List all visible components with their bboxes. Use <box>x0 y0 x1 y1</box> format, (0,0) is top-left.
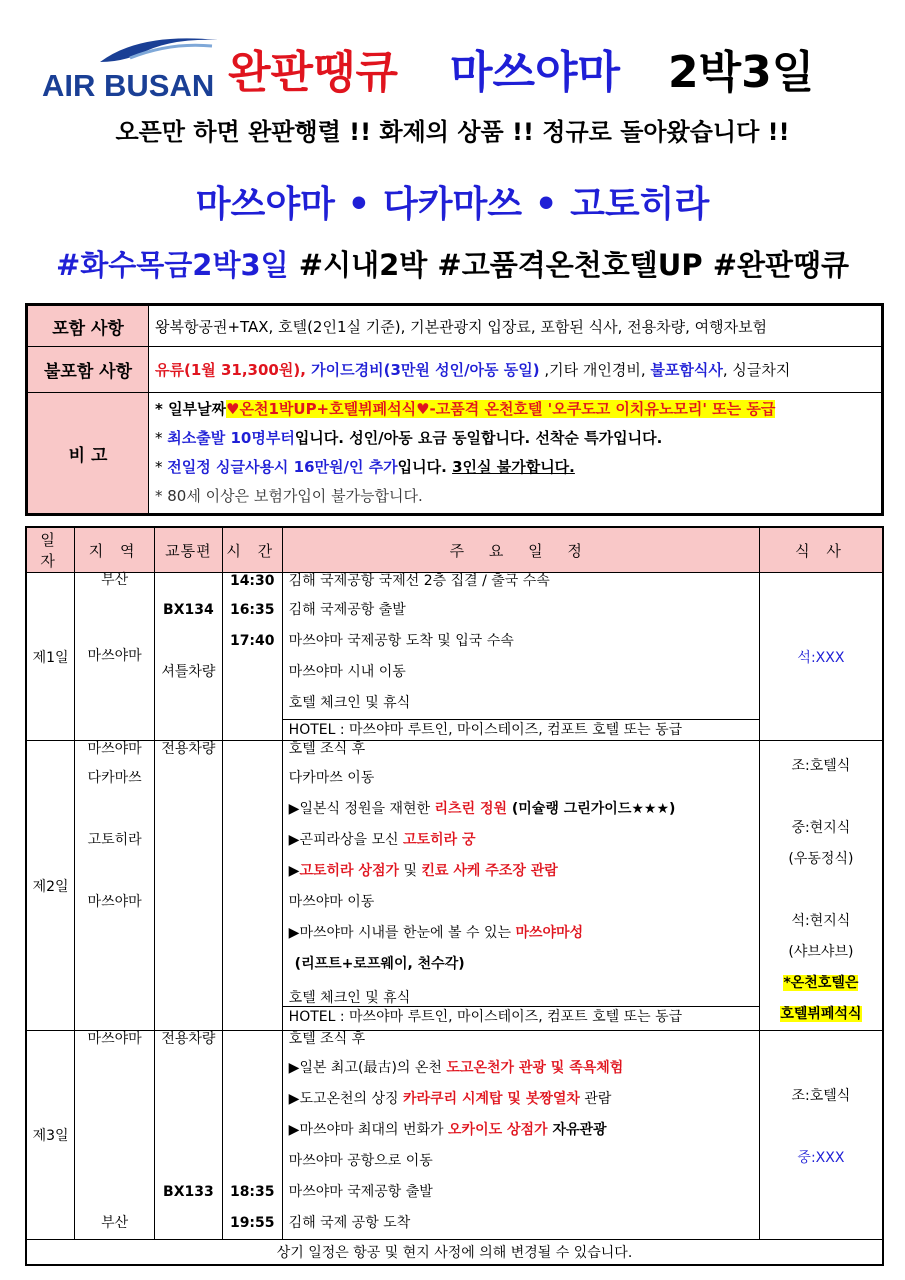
title-red: 완판땡큐 <box>228 47 399 98</box>
day2-label: 제2일 <box>26 741 75 1031</box>
hashtags <box>0 243 905 284</box>
day2-meals: 조:호텔식 중:현지식 (우동정식) 석:현지식 (샤브샤브) *온천호텔은 호텔뷔페석식 <box>759 741 883 1031</box>
day3-transport: 전용차량 BX133 <box>154 1031 222 1240</box>
note-4: * 80세 이상은 보험가입이 불가능합니다. <box>155 487 423 505</box>
header-meals: 식 사 <box>759 527 883 573</box>
day2-row <box>26 741 883 1031</box>
day3-meals: 조:호텔식 중:XXX <box>759 1031 883 1240</box>
wing-icon <box>100 32 220 72</box>
header-date: 일 자 <box>26 527 75 573</box>
included-text: 왕복항공권+TAX, 호텔(2인1실 기준), 기본관광지 입장료, 포함된 식사, 전용차량, 여행자보험 <box>149 305 883 347</box>
day3-times: 18:35 19:55 <box>222 1031 282 1240</box>
day2-transport: 전용차량 <box>154 741 222 1031</box>
day1-meal: 석:XXX <box>759 573 883 741</box>
title-blue: 마쓰야마 <box>450 47 621 98</box>
footer-row <box>26 1240 883 1266</box>
notes-cell <box>149 393 883 515</box>
footer-note: 상기 일정은 항공 및 현지 사정에 의해 변경될 수 있습니다. <box>26 1240 883 1266</box>
excluded-label: 불포함 사항 <box>27 347 149 393</box>
header-time: 시 간 <box>222 527 282 573</box>
logo-text: AIR BUSAN <box>42 68 215 103</box>
notes-label: 비 고 <box>27 393 149 515</box>
day1-transport: BX134 셔틀차량 <box>154 573 222 741</box>
schedule-table <box>25 526 884 1266</box>
day3-label: 제3일 <box>26 1031 75 1240</box>
note-1: * 일부날짜♥온천1박UP+호텔뷔페석식♥-고품격 온천호텔 '오쿠도고 이치유노모리' 또는 동급 <box>155 400 776 418</box>
note-3: * 전일정 싱글사용시 16만원/인 추가입니다. 3인실 불가합니다. <box>155 458 575 476</box>
day1-label: 제1일 <box>26 573 75 741</box>
excluded-text: 유류(1월 31,300원), 가이드경비(3만원 성인/아동 동일) ,기타 개인경비, 불포함식사, 싱글차지 <box>149 347 883 393</box>
day1-itinerary: 김해 국제공항 국제선 2층 집결 / 출국 수속 김해 국제공항 출발 마쓰야마 국제공항 도착 및 입국 수속 마쓰야마 시내 이동 호텔 체크인 및 휴식 HOTEL : 마쓰야마 루트인, 마이스테이즈, 컴포트 호텔 또는 동급 <box>282 573 759 741</box>
header-itinerary: 주 요 일 정 <box>282 527 759 573</box>
day3-region: 마쓰야마 부산 <box>75 1031 155 1240</box>
day2-hotel: HOTEL : 마쓰야마 루트인, 마이스테이즈, 컴포트 호텔 또는 동급 <box>283 1006 759 1027</box>
title-row <box>40 22 880 102</box>
subtitle: 오픈만 하면 완판행렬 !! 화제의 상품 !! 정규로 돌아왔습니다 !! <box>115 118 790 146</box>
header-region: 지 역 <box>75 527 155 573</box>
day2-itinerary: 호텔 조식 후 다카마쓰 이동 ▶일본식 정원을 재현한 리츠린 정원 (미슐랭 그린가이드★★★) ▶곤피라상을 모신 고토히라 궁 ▶고토히라 상점가 및 킨료 사케 주조장 관람 마쓰야마 이동 ▶마쓰야마 시내를 한눈에 볼 수 있는 마쓰야마성 (리프트+로프웨이, 천수각) 호텔 체크인 및 휴식 HOTEL : 마쓰야마 루트인, 마이스테이즈, 컴포트 호텔 또는 동급 <box>282 741 759 1031</box>
info-table <box>25 303 884 516</box>
hashtag-days: #화수목금2박3일 <box>55 248 289 282</box>
day1-region: 부산 마쓰야마 <box>75 573 155 741</box>
air-busan-logo <box>40 32 220 103</box>
hashtag-rest: #시내2박 #고품격온천호텔UP #완판땡큐 <box>288 248 850 282</box>
day1-times: 14:30 16:35 17:40 <box>222 573 282 741</box>
day3-row <box>26 1031 883 1240</box>
included-label: 포함 사항 <box>27 305 149 347</box>
day3-itinerary: 호텔 조식 후 ▶일본 최고(最古)의 온천 도고온천가 관광 및 족욕체험 ▶도고온천의 상징 카라쿠리 시계탑 및 봇짱열차 관람 ▶마쓰야마 최대의 번화가 오카이도 상점가 자유관광 마쓰야마 공항으로 이동 마쓰야마 국제공항 출발 김해 국제 공항 도착 <box>282 1031 759 1240</box>
day1-row <box>26 573 883 741</box>
day1-hotel: HOTEL : 마쓰야마 루트인, 마이스테이즈, 컴포트 호텔 또는 동급 <box>283 719 759 740</box>
title-black: 2박3일 <box>668 47 815 98</box>
day2-times <box>222 741 282 1031</box>
places-title: 마쓰야마 • 다카마쓰 • 고토히라 <box>195 184 710 225</box>
header-transport: 교통편 <box>154 527 222 573</box>
schedule-header <box>26 527 883 573</box>
day2-region: 마쓰야마 다카마쓰 고토히라 마쓰야마 <box>75 741 155 1031</box>
note-2: * 최소출발 10명부터입니다. 성인/아동 요금 동일합니다. 선착순 특가입니다. <box>155 429 663 447</box>
